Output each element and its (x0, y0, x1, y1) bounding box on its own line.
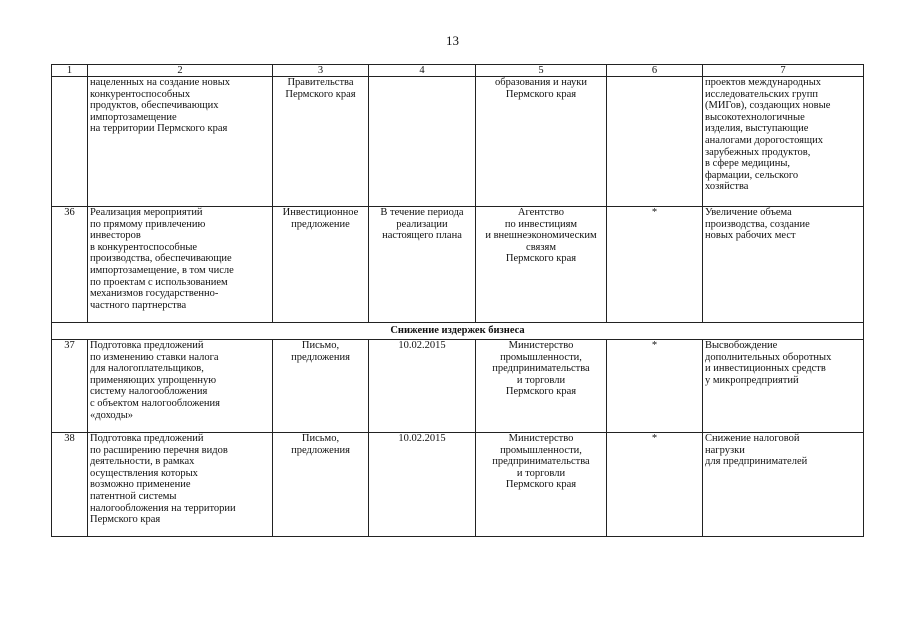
term-cell: 10.02.2015 (369, 433, 476, 537)
section-row (52, 323, 864, 340)
row-number: 37 (52, 340, 88, 433)
term-cell: 10.02.2015 (369, 340, 476, 433)
form-cell: Письмо, предложения (273, 433, 369, 537)
form-cell: Письмо, предложения (273, 340, 369, 433)
result-cell: Высвобождение дополнительных оборотных и инвестиционных средств у микропредприятий (703, 340, 864, 433)
table-row (52, 77, 864, 207)
table-row (52, 433, 864, 537)
column-number: 5 (476, 65, 607, 77)
column-number: 7 (703, 65, 864, 77)
section-title: Снижение издержек бизнеса (52, 323, 864, 340)
executor-cell: Министерство промышленности, предпринимательства и торговли Пермского края (476, 433, 607, 537)
column-number: 1 (52, 65, 88, 77)
mark-cell: * (607, 433, 703, 537)
executor-cell: образования и науки Пермского края (476, 77, 607, 207)
term-cell: В течение периода реализации настоящего плана (369, 207, 476, 323)
column-number-row (52, 65, 864, 77)
result-cell: Снижение налоговой нагрузки для предпринимателей (703, 433, 864, 537)
column-number: 4 (369, 65, 476, 77)
mark-cell: * (607, 340, 703, 433)
row-number: 38 (52, 433, 88, 537)
column-number: 6 (607, 65, 703, 77)
measure-cell: нацеленных на создание новых конкурентоспособных продуктов, обеспечивающих импортозамещение на территории Пермского края (88, 77, 273, 207)
measure-cell: Подготовка предложений по расширению перечня видов деятельности, в рамках осуществления которых возможно применение патентной системы налогообложения на территории Пермского края (88, 433, 273, 537)
row-number: 36 (52, 207, 88, 323)
form-cell: Инвестиционное предложение (273, 207, 369, 323)
page-number: 13 (446, 33, 459, 48)
executor-cell: Агентство по инвестициям и внешнеэкономическим связям Пермского края (476, 207, 607, 323)
measure-cell: Подготовка предложений по изменению ставки налога для налогоплательщиков, применяющих упрощенную систему налогообложения с объектом налогообложения «доходы» (88, 340, 273, 433)
column-number: 2 (88, 65, 273, 77)
measure-cell: Реализация мероприятий по прямому привлечению инвесторов в конкурентоспособные производства, обеспечивающие импортозамещение, в том числе по проектам с использованием механизмов государственно- частного партнерства (88, 207, 273, 323)
executor-cell: Министерство промышленности, предпринимательства и торговли Пермского края (476, 340, 607, 433)
plan-table (51, 64, 864, 537)
term-cell (369, 77, 476, 207)
table-row (52, 207, 864, 323)
result-cell: проектов международных исследовательских групп (МИГов), создающих новые высокотехнологичные изделия, выступающие аналогами дорогостоящих зарубежных продуктов, в сфере медицины, фармации, сельского хозяйства (703, 77, 864, 207)
form-cell: Правительства Пермского края (273, 77, 369, 207)
column-number: 3 (273, 65, 369, 77)
mark-cell (607, 77, 703, 207)
result-cell: Увеличение объема производства, создание новых рабочих мест (703, 207, 864, 323)
mark-cell: * (607, 207, 703, 323)
row-number (52, 77, 88, 207)
table-row (52, 340, 864, 433)
